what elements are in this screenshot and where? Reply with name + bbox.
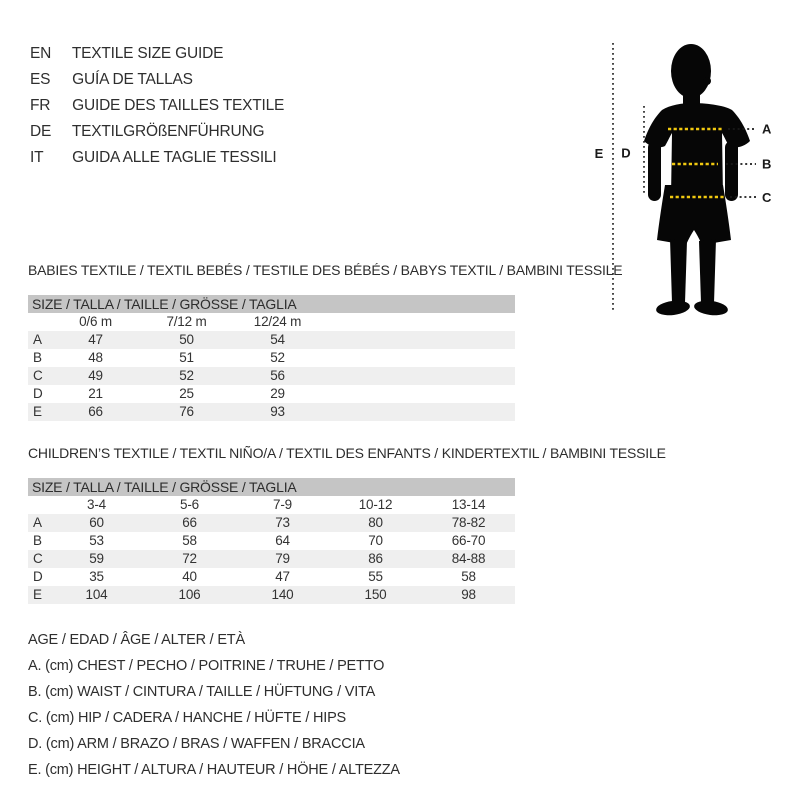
table-cell: 53 [89, 533, 104, 548]
lang-title: TEXTILGRÖßENFÜHRUNG [71, 123, 265, 140]
table-cell: 66-70 [451, 533, 486, 548]
table-cell: 54 [270, 332, 285, 347]
table-cell: 76 [179, 404, 194, 419]
table-cell: 70 [368, 533, 383, 548]
table-cell: 140 [271, 587, 294, 602]
table-row [28, 403, 515, 421]
size-header-bar: SIZE / TALLA / TAILLE / GRÖSSE / TAGLIA [28, 478, 515, 496]
table-cell: 40 [182, 569, 197, 584]
table-cell: 21 [88, 386, 103, 401]
babies-size-table [28, 295, 515, 421]
table-cell: 25 [179, 386, 194, 401]
table-cell: 106 [178, 587, 201, 602]
lang-title: GUÍA DE TALLAS [72, 71, 193, 88]
table-cell: 78-82 [451, 515, 486, 530]
height-label: E [594, 146, 604, 161]
row-label: D [33, 386, 43, 401]
legend-height: E. (cm) HEIGHT / ALTURA / HAUTEUR / HÖHE / ALTEZZA [28, 762, 400, 778]
table-cell: 72 [182, 551, 197, 566]
chest-label: A [762, 121, 772, 137]
lang-code: EN [30, 45, 52, 62]
lang-code: FR [30, 97, 51, 114]
lang-code: IT [30, 149, 44, 166]
row-label: E [33, 404, 42, 419]
table-cell: 59 [89, 551, 104, 566]
table-cell: 55 [368, 569, 383, 584]
row-label: A [33, 515, 42, 530]
table-cell: 48 [88, 350, 103, 365]
row-label: B [33, 350, 42, 365]
arm-label: D [621, 145, 631, 161]
table-cell: 73 [275, 515, 290, 530]
column-header: 5-6 [180, 497, 199, 512]
waist-label: B [762, 156, 772, 172]
babies-section-title: BABIES TEXTILE / TEXTIL BEBÉS / TESTILE DES BÉBÉS / BABYS TEXTIL / BAMBINI TESSILE [28, 262, 623, 278]
legend-chest: A. (cm) CHEST / PECHO / POITRINE / TRUHE / PETTO [28, 658, 385, 674]
table-cell: 66 [88, 404, 103, 419]
table-cell: 93 [270, 404, 285, 419]
child-silhouette-icon [644, 44, 750, 317]
table-cell: 80 [368, 515, 383, 530]
table-cell: 52 [179, 368, 194, 383]
legend-hip: C. (cm) HIP / CADERA / HANCHE / HÜFTE / HIPS [28, 710, 347, 726]
column-header: 0/6 m [79, 314, 112, 329]
table-cell: 104 [85, 587, 108, 602]
table-row [28, 586, 515, 604]
lang-code: DE [30, 123, 52, 140]
row-label: C [33, 368, 43, 383]
table-row [28, 367, 515, 385]
table-row [28, 514, 515, 532]
lang-title: GUIDE DES TAILLES TEXTILE [72, 97, 285, 114]
lang-code: ES [30, 71, 51, 88]
table-row [28, 532, 515, 550]
table-cell: 60 [89, 515, 104, 530]
lang-row-es [30, 67, 284, 93]
lang-title: TEXTILE SIZE GUIDE [71, 45, 224, 62]
table-cell: 47 [275, 569, 290, 584]
table-row [28, 385, 515, 403]
language-title-list [30, 41, 284, 171]
table-cell: 86 [368, 551, 383, 566]
column-header-row [28, 313, 515, 331]
table-cell: 35 [89, 569, 104, 584]
measurement-legend [28, 627, 400, 783]
lang-row-it [30, 145, 284, 171]
row-label: B [33, 533, 42, 548]
legend-arm: D. (cm) ARM / BRAZO / BRAS / WAFFEN / BRACCIA [28, 736, 365, 752]
column-header: 7/12 m [166, 314, 207, 329]
lang-row-fr [30, 93, 284, 119]
row-label: E [33, 587, 42, 602]
table-cell: 84-88 [451, 551, 486, 566]
table-row [28, 331, 515, 349]
table-cell: 51 [179, 350, 194, 365]
table-cell: 66 [182, 515, 197, 530]
children-size-table [28, 478, 515, 604]
table-cell: 98 [461, 587, 476, 602]
table-cell: 50 [179, 332, 194, 347]
table-cell: 52 [270, 350, 285, 365]
column-header: 3-4 [87, 497, 106, 512]
row-label: D [33, 569, 43, 584]
table-row [28, 550, 515, 568]
row-label: C [33, 551, 43, 566]
column-header: 12/24 m [253, 314, 302, 329]
table-cell: 58 [182, 533, 197, 548]
column-header: 10-12 [358, 497, 393, 512]
table-cell: 79 [275, 551, 290, 566]
table-cell: 150 [364, 587, 387, 602]
lang-row-en [30, 41, 284, 67]
table-cell: 29 [270, 386, 285, 401]
table-cell: 64 [275, 533, 290, 548]
table-row [28, 568, 515, 586]
hip-label: C [762, 190, 772, 205]
table-cell: 58 [461, 569, 476, 584]
row-label: A [33, 332, 42, 347]
table-cell: 49 [88, 368, 103, 383]
column-header-row [28, 496, 515, 514]
legend-waist: B. (cm) WAIST / CINTURA / TAILLE / HÜFTUNG / VITA [28, 684, 376, 700]
table-cell: 47 [88, 332, 103, 347]
children-section-title: CHILDREN’S TEXTILE / TEXTIL NIÑO/A / TEXTIL DES ENFANTS / KINDERTEXTIL / BAMBINI TESSILE [28, 445, 666, 461]
table-cell: 56 [270, 368, 285, 383]
column-header: 13-14 [451, 497, 486, 512]
legend-age: AGE / EDAD / ÂGE / ALTER / ETÀ [28, 632, 245, 648]
lang-title: GUIDA ALLE TAGLIE TESSILI [72, 149, 277, 166]
lang-row-de [30, 119, 284, 145]
size-header-bar: SIZE / TALLA / TAILLE / GRÖSSE / TAGLIA [28, 295, 515, 313]
column-header: 7-9 [273, 497, 292, 512]
table-row [28, 349, 515, 367]
